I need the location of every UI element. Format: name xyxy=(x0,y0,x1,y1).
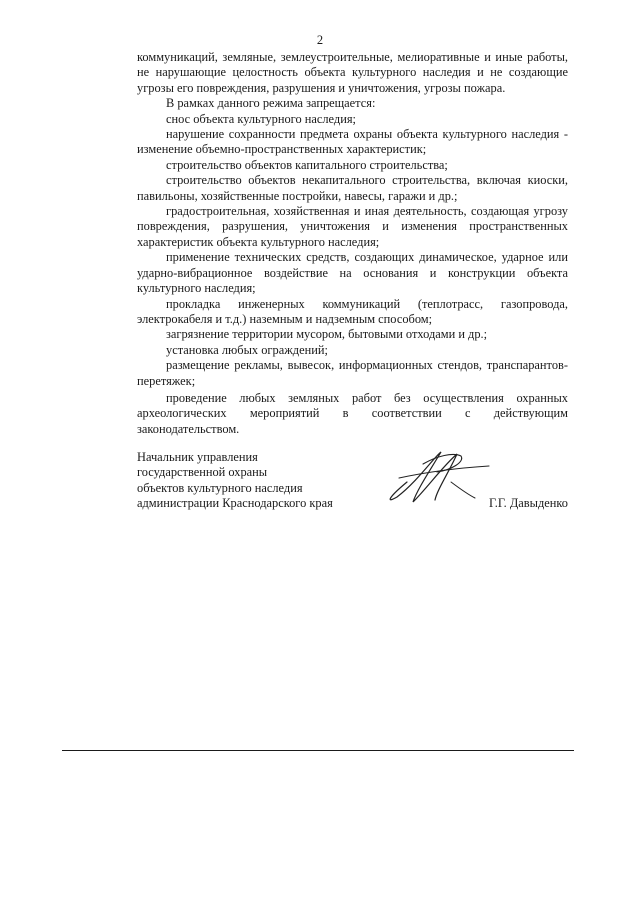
list-item: применение технических средств, создающих динамическое, ударное или ударно-вибрационное воздействие на основания и конструкции объекта культурного наследия; xyxy=(137,250,568,296)
page-number: 2 xyxy=(316,33,324,47)
signer-title-line: государственной охраны xyxy=(137,465,268,480)
body-text xyxy=(137,50,568,437)
list-item: загрязнение территории мусором, бытовыми отходами и др.; xyxy=(166,327,488,342)
list-item: строительство объектов капитального строительства; xyxy=(166,157,448,172)
signer-title xyxy=(137,450,333,512)
paragraph: коммуникаций, земляные, землеустроительные, мелиоративные и иные работы, не нарушающие целостность объекта культурного наследия и не создающие угрозы его повреждения, разрушения и уничтожения, угрозы пожара. xyxy=(137,50,568,95)
list-item: размещение рекламы, вывесок, информационных стендов, транспарантов-перетяжек; xyxy=(137,358,568,388)
list-item: установка любых ограждений; xyxy=(166,342,328,357)
signature-block xyxy=(137,450,568,520)
signer-title-line: Начальник управления xyxy=(137,450,258,464)
footer-divider xyxy=(62,750,574,751)
list-item: проведение любых земляных работ без осуществления охранных археологических мероприятий в соответствии с действующим законодательством. xyxy=(137,390,568,436)
signer-title-line: администрации Краснодарского края xyxy=(137,496,333,511)
list-item: снос объекта культурного наследия; xyxy=(166,111,356,126)
signer-name: Г.Г. Давыденко xyxy=(489,496,568,510)
list-item: прокладка инженерных коммуникаций (теплотрасс, газопровода, электрокабеля и т.д.) наземным и надземным способом; xyxy=(137,296,568,326)
list-item: градостроительная, хозяйственная и иная деятельность, создающая угрозу повреждения, разрушения, уничтожения и изменения пространственных характеристик объекта культурного наследия; xyxy=(137,204,568,249)
list-item: строительство объектов некапитального строительства, включая киоски, павильоны, хозяйственные постройки, навесы, гаражи и др.; xyxy=(137,173,568,203)
handwritten-signature xyxy=(377,442,497,512)
list-item: нарушение сохранности предмета охраны объекта культурного наследия - изменение объемно-пространственных характеристик; xyxy=(137,127,568,157)
paragraph: В рамках данного режима запрещается: xyxy=(166,96,376,111)
signer-title-line: объектов культурного наследия xyxy=(137,480,303,495)
